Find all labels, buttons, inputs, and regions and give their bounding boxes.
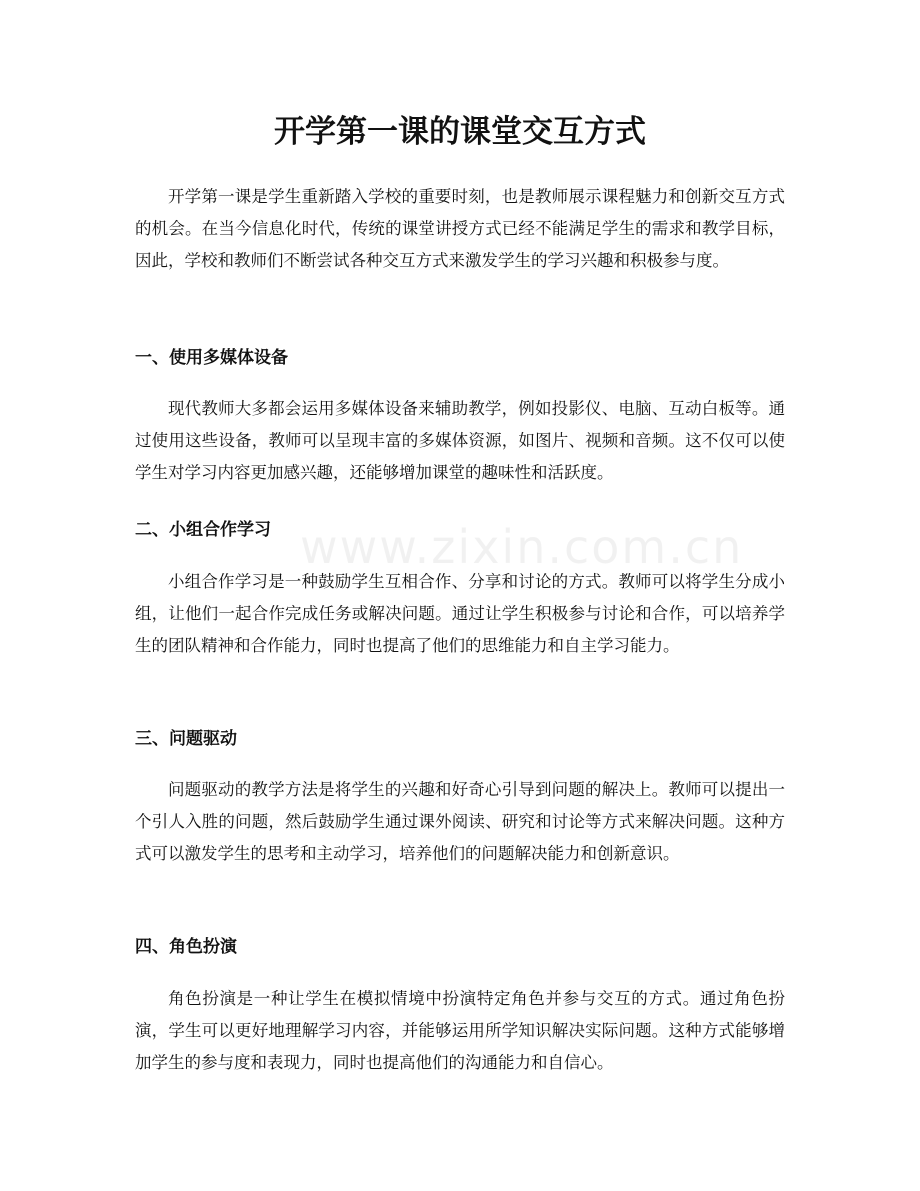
section-body-1: 现代教师大多都会运用多媒体设备来辅助教学，例如投影仪、电脑、互动白板等。通过使用这些设备，教师可以呈现丰富的多媒体资源，如图片、视频和音频。这不仅可以使学生对学习内容更加感兴趣，还能够增加课堂的趣味性和活跃度。	[135, 399, 785, 482]
intro-paragraph: 开学第一课是学生重新踏入学校的重要时刻，也是教师展示课程魅力和创新交互方式的机会。在当今信息化时代，传统的课堂讲授方式已经不能满足学生的需求和教学目标，因此，学校和教师们不断尝试各种交互方式来激发学生的学习兴趣和积极参与度。	[135, 187, 785, 270]
section-heading-2: 二、小组合作学习	[135, 520, 271, 540]
section-body-3: 问题驱动的教学方法是将学生的兴趣和好奇心引导到问题的解决上。教师可以提出一个引人入胜的问题，然后鼓励学生通过课外阅读、研究和讨论等方式来解决问题。这种方式可以激发学生的思考和主动学习，培养他们的问题解决能力和创新意识。	[135, 780, 785, 863]
section-body-4: 角色扮演是一种让学生在模拟情境中扮演特定角色并参与交互的方式。通过角色扮演，学生可以更好地理解学习内容，并能够运用所学知识解决实际问题。这种方式能够增加学生的参与度和表现力，同时也提高他们的沟通能力和自信心。	[135, 989, 785, 1072]
document-title: 开学第一课的课堂交互方式	[274, 114, 646, 150]
watermark: www.zixin.com.cn	[300, 520, 744, 574]
section-heading-1: 一、使用多媒体设备	[135, 348, 288, 368]
section-heading-4: 四、角色扮演	[135, 937, 237, 957]
section-heading-3: 三、问题驱动	[135, 729, 237, 749]
section-body-2: 小组合作学习是一种鼓励学生互相合作、分享和讨论的方式。教师可以将学生分成小组，让他们一起合作完成任务或解决问题。通过让学生积极参与讨论和合作，可以培养学生的团队精神和合作能力，同时也提高了他们的思维能力和自主学习能力。	[135, 572, 785, 655]
